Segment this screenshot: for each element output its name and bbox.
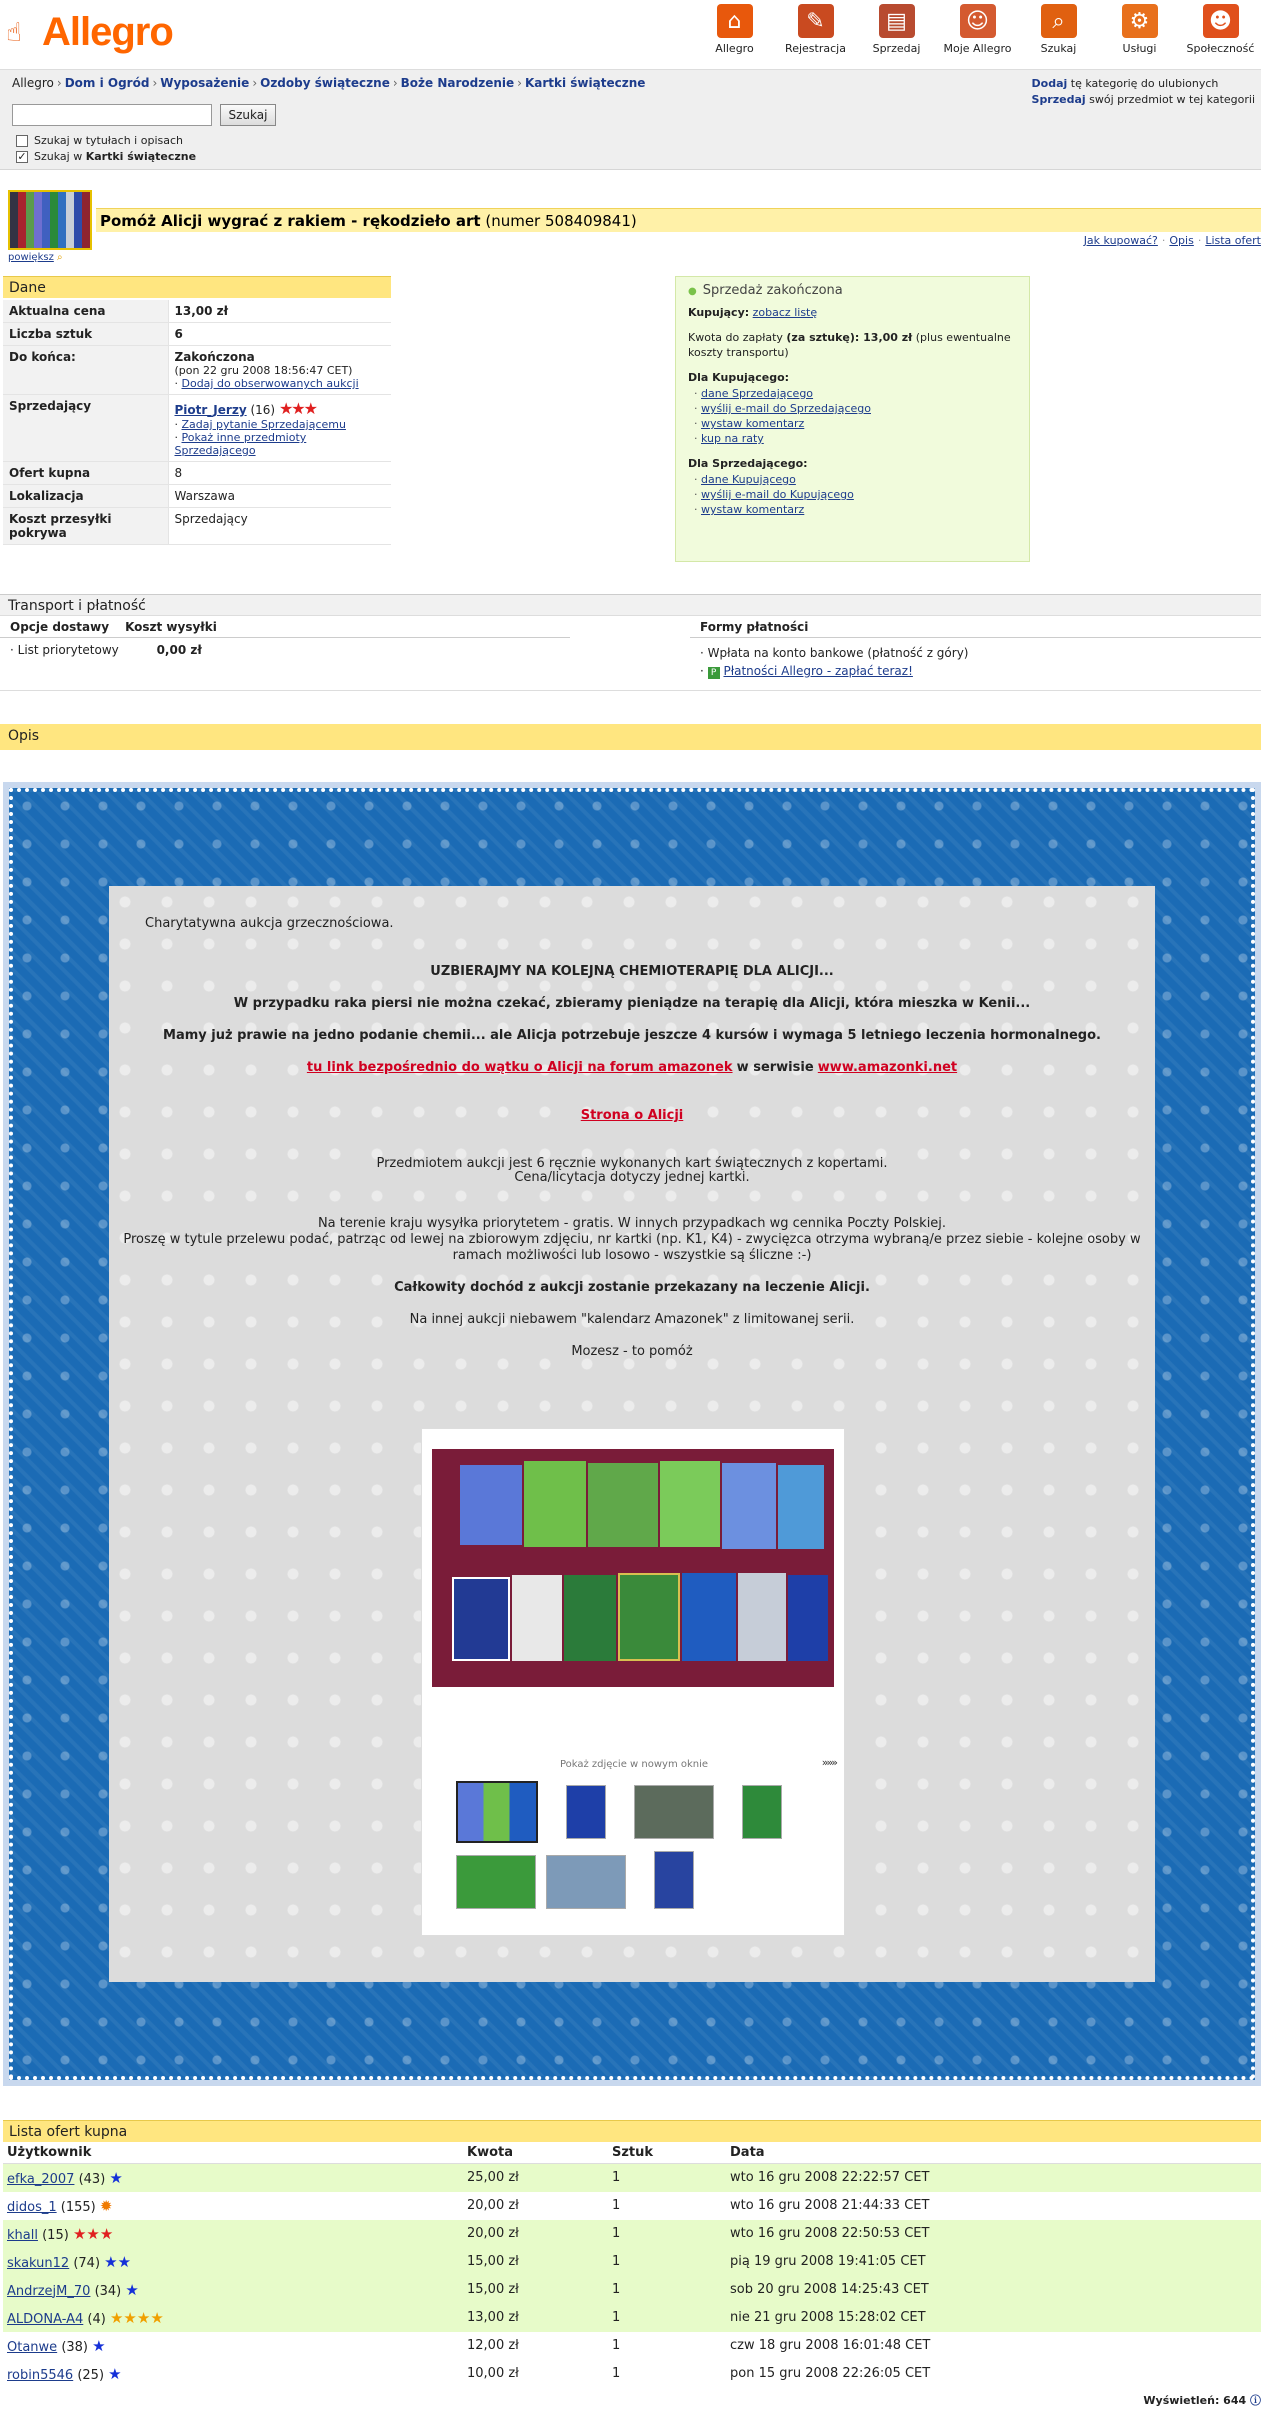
offer-amount: 15,00 zł (463, 2276, 608, 2304)
price-label: Aktualna cena (3, 300, 168, 323)
offer-user-link[interactable]: skakun12 (7, 2255, 70, 2271)
community-icon: ☻ (1203, 4, 1239, 38)
desc-line: Cena/licytacja dotyczy jednej kartki. (514, 1170, 750, 1185)
other-items-link[interactable]: Pokaż inne przedmioty Sprzedającego (174, 431, 307, 457)
installments-link[interactable]: kup na raty (701, 432, 764, 445)
col-amount: Kwota (463, 2142, 608, 2164)
delivery-col: Opcje dostawy (10, 620, 110, 634)
open-new-window-link[interactable]: Pokaż zdjęcie w nowym oknie (559, 1759, 709, 1770)
offer-user-score: (38) (61, 2339, 88, 2355)
offer-user-link[interactable]: khall (7, 2227, 38, 2243)
transport-heading: Transport i płatność (0, 594, 1261, 616)
offer-date: wto 16 gru 2008 22:50:53 CET (726, 2220, 1261, 2248)
offer-user-score: (34) (94, 2283, 122, 2299)
sell-here-link[interactable]: Sprzedaj (1031, 93, 1086, 106)
comment-link[interactable]: wystaw komentarz (701, 503, 805, 516)
info-icon: ⓘ (1250, 2394, 1261, 2407)
offer-row (3, 2192, 1261, 2220)
offer-amount: 13,00 zł (463, 2304, 608, 2332)
seller-label: Sprzedający (3, 395, 168, 462)
end-label: Do końca: (3, 346, 168, 395)
magnifier-icon: ⌕ (1041, 4, 1077, 38)
offer-amount: 10,00 zł (463, 2360, 608, 2388)
favorite-text: tę kategorię do ulubionych (1070, 77, 1219, 90)
nav-szukaj[interactable] (1018, 0, 1099, 55)
offer-row (3, 2332, 1261, 2360)
item-number: (numer 508409841) (485, 212, 637, 230)
nav-label: Sprzedaj (872, 42, 921, 55)
desc-line: Przedmiotem aukcji jest 6 ręcznie wykonanych kart świątecznych z kopertami. (376, 1156, 888, 1171)
watch-link[interactable]: Dodaj do obserwowanych aukcji (181, 377, 359, 390)
offer-qty: 1 (608, 2192, 726, 2220)
offer-amount: 20,00 zł (463, 2192, 608, 2220)
desc-line: W przypadku raka piersi nie można czekać, zbieramy pieniądze na terapię dla Alicji, która mieszka w Kenii... (233, 996, 1031, 1011)
search-button[interactable]: Szukaj (220, 104, 276, 126)
offer-user-link[interactable]: robin5546 (7, 2367, 74, 2383)
offer-row (3, 2276, 1261, 2304)
location-label: Lokalizacja (3, 485, 168, 508)
rating-star-icon: ★ (92, 2336, 106, 2355)
checkbox-unchecked[interactable] (16, 135, 28, 147)
cost-col: Koszt wysyłki (125, 620, 217, 634)
option-label: Szukaj w Kartki świąteczne (34, 150, 197, 163)
photo-gallery (421, 1428, 845, 1936)
offer-amount: 12,00 zł (463, 2332, 608, 2360)
gallery-thumb[interactable] (654, 1851, 694, 1909)
desc-line: Na terenie kraju wysyłka priorytetem - gratis. W innych przypadkach wg cennika Poczty Polskiej. (317, 1216, 947, 1231)
offer-user-link[interactable]: didos_1 (7, 2199, 57, 2215)
buyers-list-link[interactable]: zobacz listę (752, 306, 818, 319)
nav-rejestracja[interactable] (775, 0, 856, 55)
offer-date: pią 19 gru 2008 19:41:05 CET (726, 2248, 1261, 2276)
nav-sprzedaj[interactable] (856, 0, 937, 55)
desc-headline: UZBIERAJMY NA KOLEJNĄ CHEMIOTERAPIĘ DLA ALICJI... (430, 964, 834, 979)
payment-icon: P (708, 667, 720, 679)
offer-qty: 1 (608, 2220, 726, 2248)
top-header (0, 0, 1261, 70)
offer-qty: 1 (608, 2304, 726, 2332)
transport-columns (10, 620, 217, 634)
payment-heading: Formy płatności (700, 620, 809, 634)
buyer-actions: Dla Kupującego: · dane Sprzedającego · wyślij e-mail do Sprzedającego · wystaw komentarz · kup na raty (688, 370, 1017, 446)
offer-amount: 20,00 zł (463, 2220, 608, 2248)
offer-amount: 15,00 zł (463, 2248, 608, 2276)
bank-transfer: Wpłata na konto bankowe (płatność z góry) (707, 646, 969, 660)
gallery-thumb[interactable] (742, 1785, 782, 1839)
main-photo[interactable] (432, 1449, 834, 1687)
offer-date: czw 18 gru 2008 16:01:48 CET (726, 2332, 1261, 2360)
qty-label: Liczba sztuk (3, 323, 168, 346)
offer-row (3, 2248, 1261, 2276)
rating-star-icon: ★ (108, 2364, 122, 2383)
item-title: Pomóż Alicji wygrać z rakiem - rękodzieło art (100, 212, 481, 230)
comment-link[interactable]: wystaw komentarz (701, 417, 805, 430)
nav-allegro[interactable] (694, 0, 775, 55)
rating-star-icon: ★★★ (72, 2224, 114, 2243)
description-heading: Opis (0, 724, 1261, 750)
zoom-icon: ⌕ (57, 252, 63, 263)
offer-qty: 1 (608, 2276, 726, 2304)
nav-moje-allegro[interactable] (937, 0, 1018, 55)
nav-spolecznosc[interactable] (1180, 0, 1261, 55)
offers-list-heading: Lista ofert kupna (3, 2120, 1261, 2142)
offer-date: wto 16 gru 2008 21:44:33 CET (726, 2192, 1261, 2220)
seller-score: (16) (250, 403, 276, 417)
amount-to-pay: Kwota do zapłaty (za sztukę): 13,00 zł (plus ewentualne koszty transportu) (688, 331, 1011, 359)
box-icon: ▤ (879, 4, 915, 38)
nav-label: Szukaj (1040, 42, 1077, 55)
brand-name: Allegro (42, 10, 173, 54)
gear-icon: ⚙ (1122, 4, 1158, 38)
view-count: Wyświetleń: 644 ⓘ (1143, 2394, 1261, 2407)
offer-row (3, 2304, 1261, 2332)
seller-name-link[interactable]: Piotr_Jerzy (174, 403, 247, 417)
offer-user-score: (74) (73, 2255, 101, 2271)
add-favorite-link[interactable]: Dodaj (1031, 77, 1068, 90)
delivery-name: List priorytetowy (17, 643, 119, 657)
sale-ended-title: ● Sprzedaż zakończona (688, 283, 1017, 299)
ask-seller-link[interactable]: Zadaj pytanie Sprzedającemu (181, 418, 346, 431)
gallery-thumb[interactable] (456, 1781, 538, 1843)
offer-user-link[interactable]: efka_2007 (7, 2171, 75, 2187)
amazonki-link[interactable]: www.amazonki.net (817, 1060, 958, 1075)
breadcrumb-item[interactable]: Boże Narodzenie (400, 76, 515, 90)
offer-date: wto 16 gru 2008 22:22:57 CET (726, 2164, 1261, 2192)
nav-label: Usługi (1122, 42, 1157, 55)
hand-logo-icon: ☝ (6, 17, 22, 48)
offer-qty: 1 (608, 2164, 726, 2192)
breadcrumb-item[interactable]: Kartki świąteczne (524, 76, 646, 90)
home-icon: ⌂ (717, 4, 753, 38)
offer-user-score: (15) (42, 2227, 69, 2243)
search-category-option[interactable] (16, 150, 196, 163)
details-table: Aktualna cena 13,00 zł Liczba sztuk 6 Do końca: Zakończona (pon 22 gru 2008 18:56:47 CET) · Dodaj do obserwowanych aukcji Sprzedający Piotr_Jerzy (16) ★★★ · Zadaj pytanie Sprzedającemu · Pokaż inne przedmioty Sprzedającego Ofert kupna 8 Lokalizacja Warszawa Koszt przesyłki pokrywa Sprzedający (3, 300, 391, 545)
end-date: (pon 22 gru 2008 18:56:47 CET) (174, 364, 353, 377)
gallery-thumb[interactable] (566, 1785, 606, 1839)
item-quick-links: Jak kupować? · Opis · Lista ofert (1083, 234, 1261, 247)
shipping-label: Koszt przesyłki pokrywa (3, 508, 168, 545)
col-user: Użytkownik (3, 2142, 463, 2164)
breadcrumb-item[interactable]: Allegro (12, 76, 54, 90)
how-to-buy-link[interactable]: Jak kupować? (1083, 234, 1158, 247)
email-seller-link[interactable]: wyślij e-mail do Sprzedającego (701, 402, 871, 415)
offer-amount: 25,00 zł (463, 2164, 608, 2192)
nav-uslugi[interactable] (1099, 0, 1180, 55)
offer-user-link[interactable]: AndrzejM_70 (7, 2283, 91, 2299)
pencil-icon: ✎ (798, 4, 834, 38)
end-status: Zakończona (174, 350, 255, 364)
allegro-logo[interactable] (6, 10, 173, 55)
nav-label: Rejestracja (785, 42, 846, 55)
offer-user-link[interactable]: ALDONA-A4 (7, 2311, 84, 2327)
sell-text: swój przedmiot w tej kategorii (1089, 93, 1255, 106)
desc-line: ramach możliwości lub losowo - wszystkie są śliczne :-) (452, 1248, 812, 1263)
desc-line: Proszę w tytule przelewu podać, patrząc od lewej na zbiorowym zdjęciu, nr kartki (np. K1, K4) - zwycięzca otrzyma wybraną/e przez siebie - kolejne osoby w (123, 1232, 1141, 1247)
offer-date: sob 20 gru 2008 14:25:43 CET (726, 2276, 1261, 2304)
offer-row (3, 2164, 1261, 2192)
rating-star-icon: ★★ (104, 2252, 132, 2271)
offer-qty: 1 (608, 2248, 726, 2276)
rating-star-icon: ✹ (99, 2196, 113, 2215)
nav-label: Moje Allegro (943, 42, 1012, 55)
desc-line: Całkowity dochód z aukcji zostanie przekazany na leczenie Alicji. (394, 1280, 870, 1295)
gallery-thumb[interactable] (546, 1855, 626, 1909)
offer-qty: 1 (608, 2332, 726, 2360)
desc-links-line: tu link bezpośrednio do wątku o Alicji na forum amazonek w serwisie www.amazonki.net (306, 1060, 958, 1075)
quantity-value: 6 (174, 327, 183, 341)
checkbox-checked-icon[interactable]: ✓ (17, 149, 27, 163)
offer-date: nie 21 gru 2008 15:28:02 CET (726, 2304, 1261, 2332)
offer-row (3, 2220, 1261, 2248)
offer-date: pon 15 gru 2008 22:26:05 CET (726, 2360, 1261, 2388)
option-label: Szukaj w tytułach i opisach (34, 134, 183, 147)
search-area (0, 70, 1261, 170)
gallery-thumb[interactable] (634, 1785, 714, 1839)
breadcrumb-item[interactable]: Ozdoby świąteczne (260, 76, 390, 90)
offers-list-link[interactable]: Lista ofert (1205, 234, 1261, 247)
col-qty: Sztuk (608, 2142, 726, 2164)
payment-methods: · Wpłata na konto bankowe (płatność z góry) · P Płatności Allegro - zapłać teraz! (700, 646, 969, 678)
gallery-thumb[interactable] (456, 1855, 536, 1909)
desc-line: Charytatywna aukcja grzecznościowa. (145, 916, 394, 931)
offers-count: 8 (168, 462, 391, 485)
top-navigation (694, 0, 1261, 55)
offer-user-score: (25) (77, 2367, 105, 2383)
buyers-label: Kupujący: (688, 306, 750, 319)
offer-row (3, 2360, 1261, 2388)
next-arrows-icon[interactable]: »»» (821, 1756, 836, 1769)
category-actions (1032, 76, 1255, 108)
description-link[interactable]: Opis (1169, 234, 1194, 247)
offer-user-score: (43) (78, 2171, 106, 2187)
offer-user-score: (155) (60, 2199, 96, 2215)
buyer-data-link[interactable]: dane Kupującego (701, 473, 796, 486)
breadcrumb-item[interactable]: Wyposażenie (160, 76, 250, 90)
search-input[interactable] (12, 104, 212, 126)
seller-data-link[interactable]: dane Sprzedającego (701, 387, 814, 400)
offer-user-score: (4) (87, 2311, 106, 2327)
forum-link[interactable]: tu link bezpośrednio do wątku o Alicji na forum amazonek (306, 1060, 733, 1075)
location-value: Warszawa (168, 485, 391, 508)
breadcrumb-item[interactable]: Dom i Ogród (64, 76, 150, 90)
item-thumbnail[interactable] (8, 190, 92, 250)
shipping-payer: Sprzedający (168, 508, 391, 545)
seller-actions: Dla Sprzedającego: · dane Kupującego · wyślij e-mail do Kupującego · wystaw komentarz (688, 456, 1017, 517)
offer-qty: 1 (608, 2360, 726, 2388)
sale-ended-box (675, 276, 1030, 562)
alicja-page-link[interactable]: Strona o Alicji (580, 1108, 684, 1123)
allegro-pay-link[interactable]: Płatności Allegro - zapłać teraz! (723, 664, 913, 678)
profile-icon: ☺ (960, 4, 996, 38)
nav-label: Społeczność (1186, 42, 1255, 55)
delivery-option: · List priorytetowy 0,00 zł (10, 643, 202, 657)
nav-label: Allegro (715, 42, 754, 55)
rating-stars-icon: ★★★ (278, 399, 316, 418)
offers-table (3, 2142, 1261, 2388)
offers-label: Ofert kupna (3, 462, 168, 485)
desc-line: Mozesz - to pomóż (571, 1344, 693, 1359)
delivery-cost: 0,00 zł (156, 643, 202, 657)
search-titles-option[interactable] (16, 134, 183, 147)
rating-star-icon: ★ (109, 2168, 123, 2187)
zoom-link[interactable]: powiększ ⌕ (8, 252, 63, 263)
item-title-bar (96, 208, 1261, 232)
rating-star-icon: ★ (125, 2280, 139, 2299)
email-buyer-link[interactable]: wyślij e-mail do Kupującego (701, 488, 854, 501)
offer-user-link[interactable]: Otanwe (7, 2339, 58, 2355)
desc-line: Na innej aukcji niebawem "kalendarz Amazonek" z limitowanej serii. (409, 1312, 855, 1327)
details-heading: Dane (3, 276, 391, 298)
breadcrumb: Allegro › Dom i Ogród › Wyposażenie › Ozdoby świąteczne › Boże Narodzenie › Kartki świąteczne (12, 76, 646, 90)
col-date: Data (726, 2142, 1261, 2164)
rating-star-icon: ★★★★ (109, 2308, 164, 2327)
current-price: 13,00 zł (174, 304, 229, 318)
desc-line: Mamy już prawie na jedno podanie chemii... ale Alicja potrzebuje jeszcze 4 kursów i wymaga 5 letniego leczenia hormonalnego. (163, 1028, 1101, 1043)
